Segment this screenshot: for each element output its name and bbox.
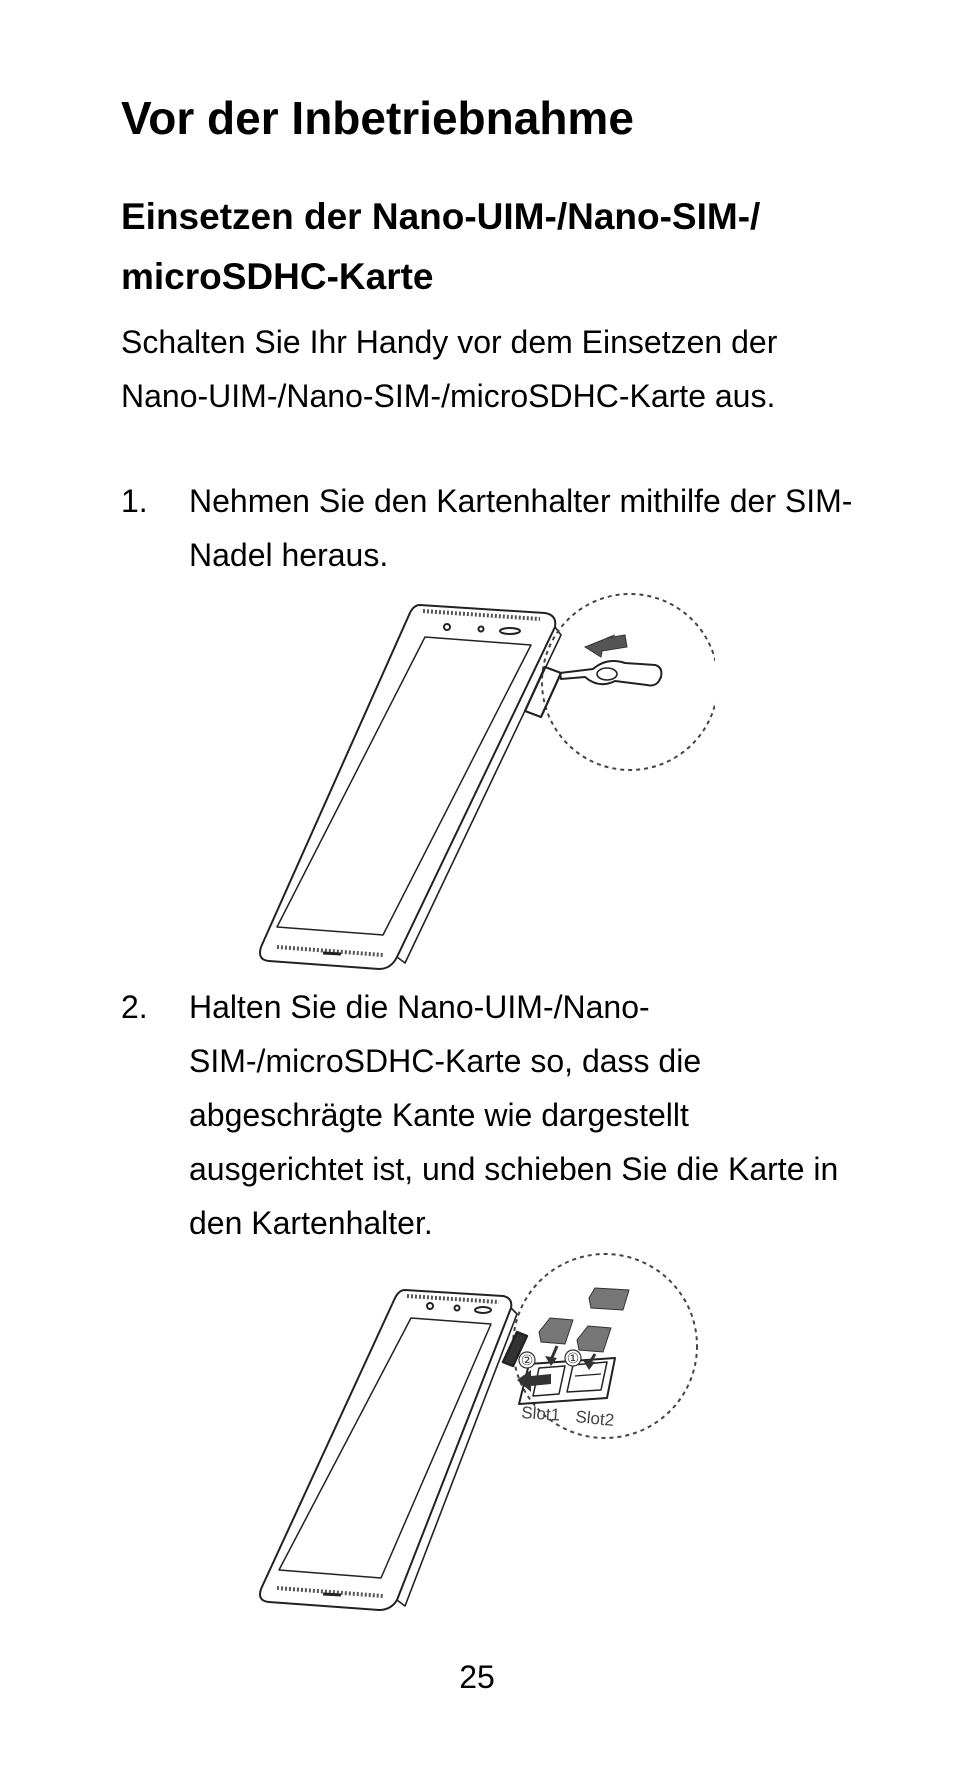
step-marker-1: ① xyxy=(566,1350,580,1366)
card-tray-insertion-illustration xyxy=(255,1248,715,1623)
page-heading: Vor der Inbetriebnahme xyxy=(121,92,634,144)
page-number: 25 xyxy=(459,1659,495,1695)
step-number: 2. xyxy=(121,989,148,1025)
slot2-label: Slot2 xyxy=(574,1407,616,1431)
step-text: Halten Sie die Nano-UIM-/Nano-SIM-/microSDHC-Karte so, dass die abgeschrägte Kante wie dargestellt ausgerichtet ist, und schieben Sie die Karte in den Kartenhalter. xyxy=(189,989,839,1241)
step-text: Nehmen Sie den Kartenhalter mithilfe der SIM-Nadel heraus. xyxy=(189,483,853,573)
section-heading: Einsetzen der Nano-UIM-/Nano-SIM-/ microSDHC-Karte xyxy=(121,196,761,297)
arrow-left-icon xyxy=(585,635,627,657)
sim-ejector-pin-icon xyxy=(560,661,661,686)
slot1-label: Slot1 xyxy=(520,1403,561,1425)
microsd-card-icon xyxy=(589,1288,629,1310)
nano-sim-card-icon xyxy=(577,1326,611,1352)
step-number: 1. xyxy=(121,483,148,519)
phone-side-edge xyxy=(397,627,561,963)
phone-outline xyxy=(260,605,555,969)
phone-screen xyxy=(279,1318,491,1578)
phone-outline xyxy=(260,1290,511,1610)
step-marker-2: ② xyxy=(520,1352,534,1368)
phone-screen xyxy=(277,637,531,935)
phone-sim-ejector-illustration xyxy=(255,585,715,985)
intro-paragraph: Schalten Sie Ihr Handy vor dem Einsetzen der Nano-UIM-/Nano-SIM-/microSDHC-Karte aus. xyxy=(121,324,778,414)
nano-sim-card-icon xyxy=(539,1318,573,1344)
